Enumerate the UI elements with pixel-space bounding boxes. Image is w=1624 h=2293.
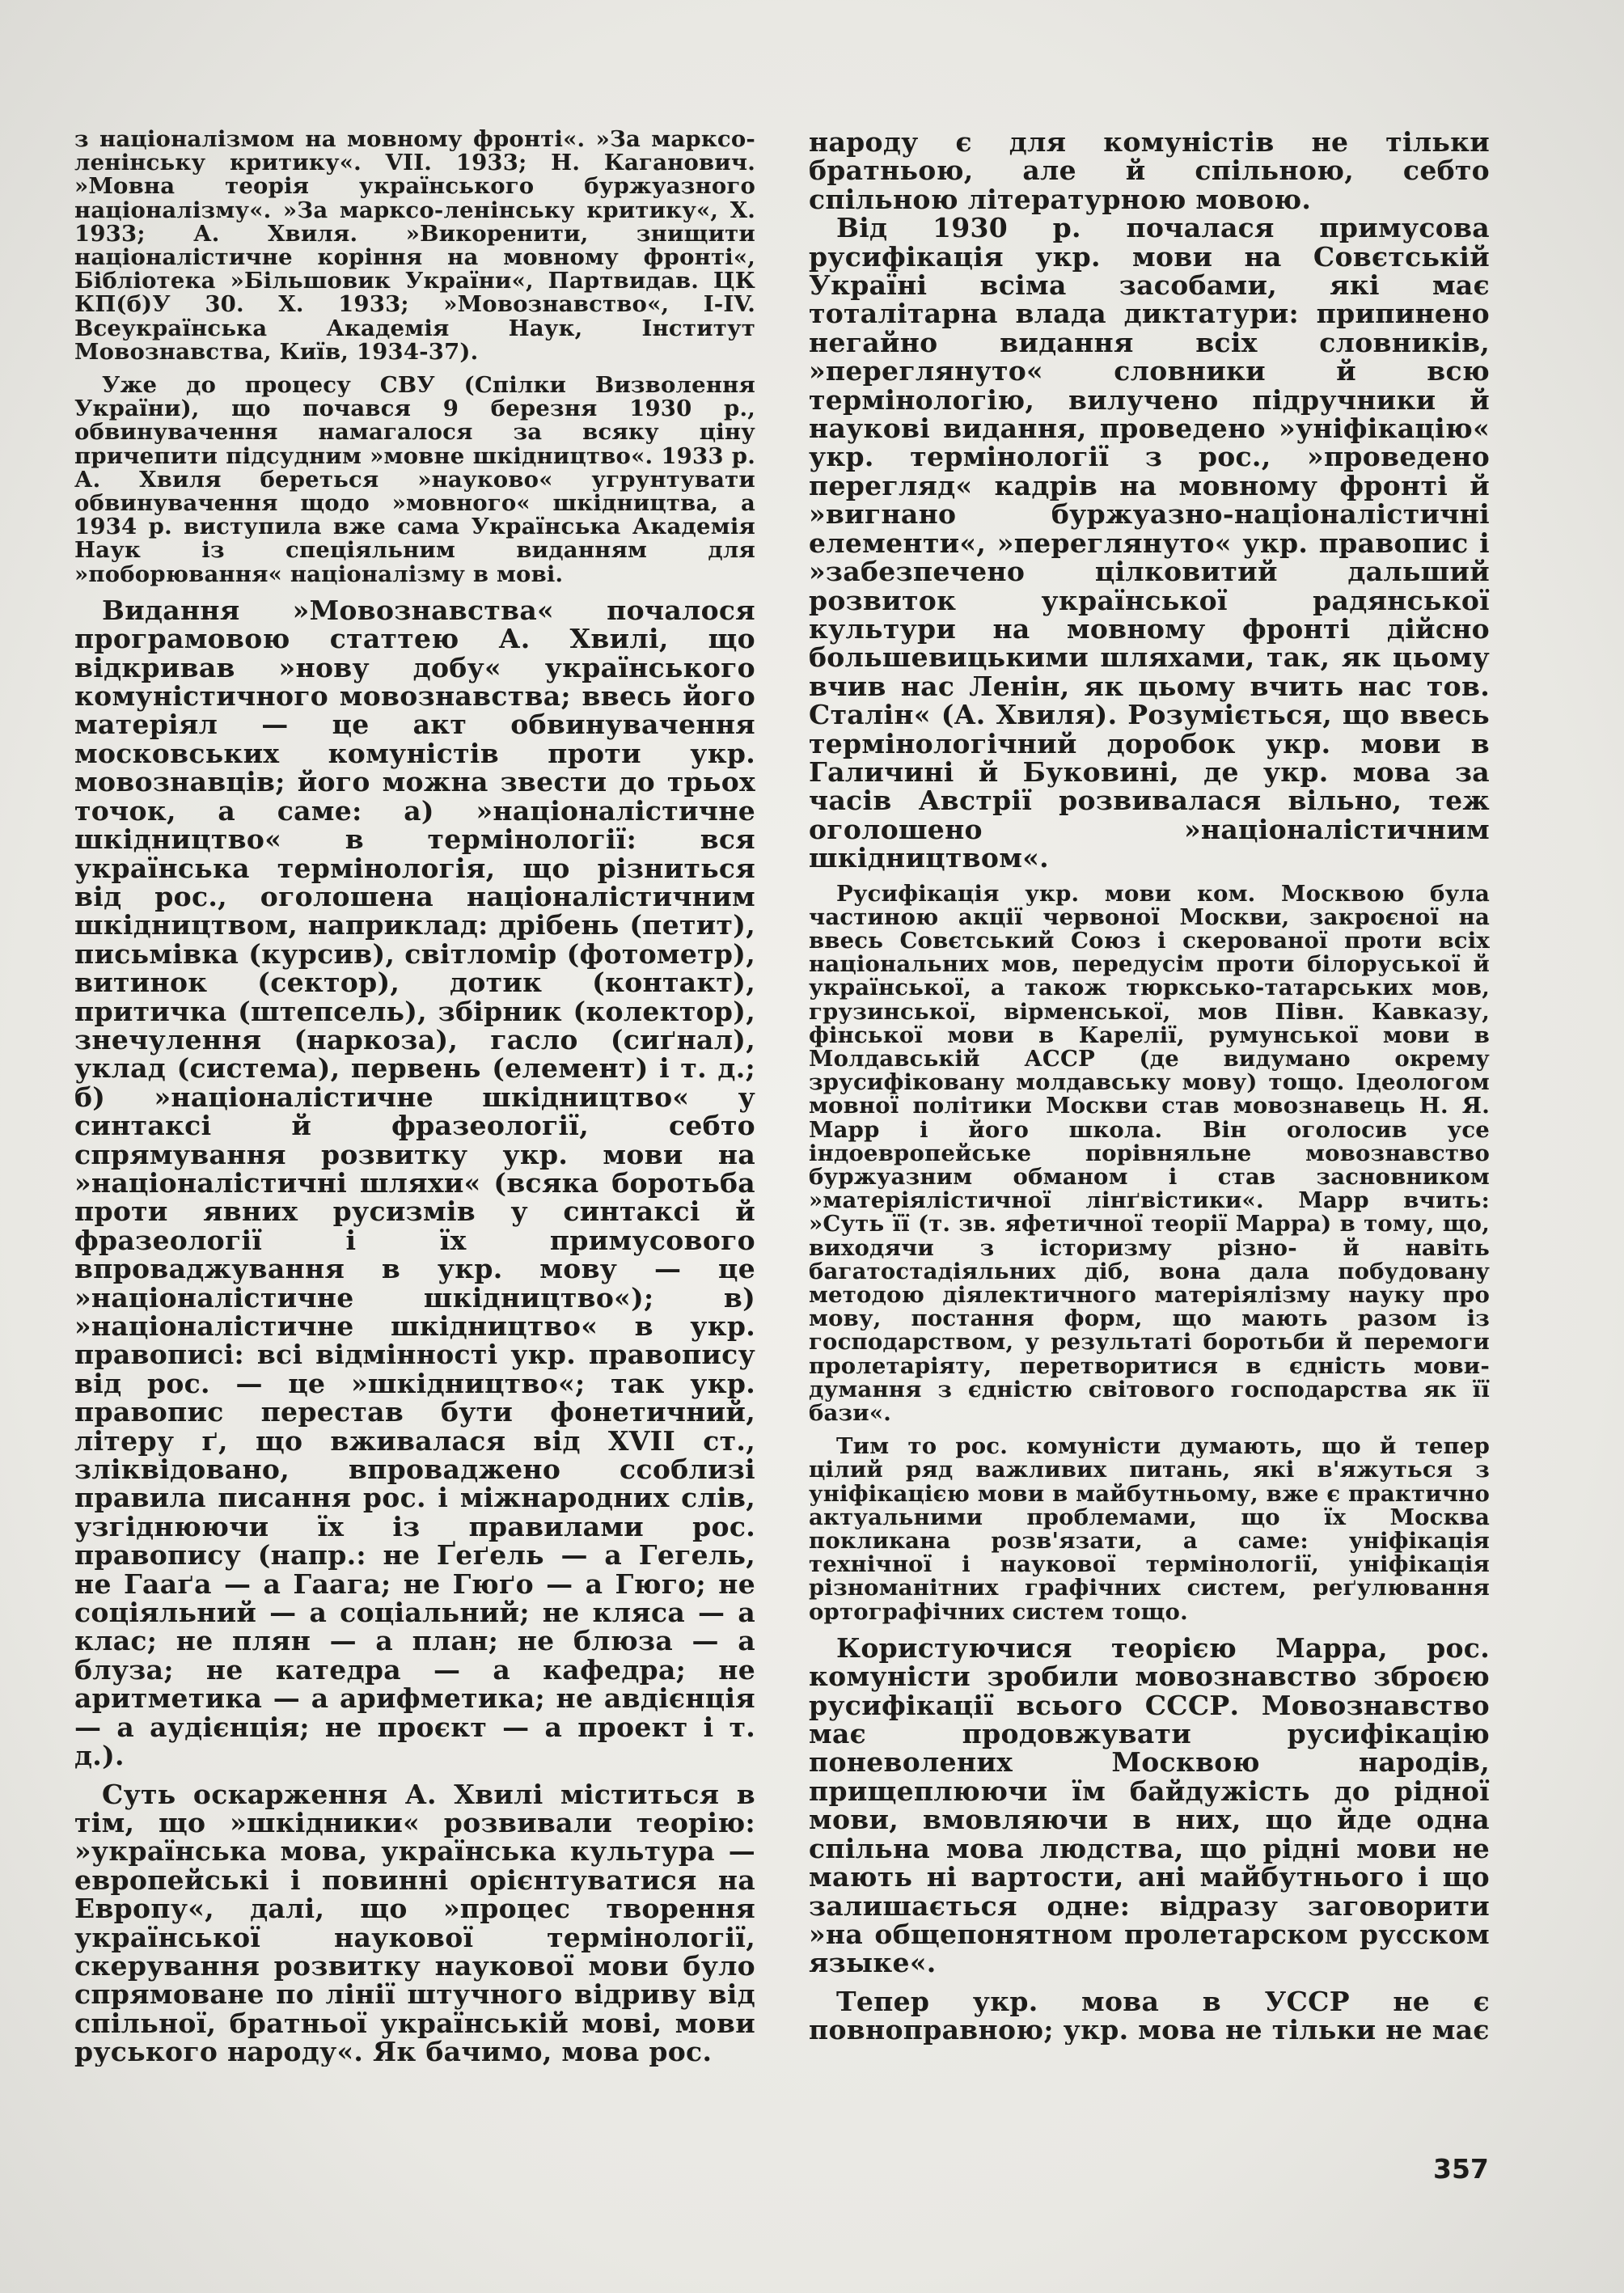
body-paragraph-5: Користуючися теорією Марра, рос. комуністи зробили мовознавство зброєю русифікації всього СССР. Мовознавство має продовжувати русифікацію поневолених Москвою народів, прищеплюючи їм байдужість до рідної мови, вмовляючи в них, що йде одна спільна мова людства, що рідні мови не мають ні вартости, ані майбутнього і що залишається одне: відразу заговорити »на общепонятном пролетарском русском языке«. <box>809 1631 1490 1979</box>
body-paragraph-3: народу є для комуністів не тільки братньою, але й спільною, себто спільною літературною мовою. <box>809 128 1490 215</box>
right-column <box>809 128 1490 2045</box>
footnote-paragraph-2: Уже до процесу СВУ (Спілки Визволення України), що почався 9 березня 1930 р., обвинувачення намагалося за всяку ціну причепити підсудним »мовне шкідництво«. 1933 р. А. Хвиля береться »науково« угрунтувати обвинувачення щодо »мовного« шкідництва, а 1934 р. виступила вже сама Українська Академія Наук із спеціяльним виданням для »поборювання« націоналізму в мові. <box>74 372 755 587</box>
left-column <box>74 128 755 2067</box>
footnote-paragraph-1: з націоналізмом на мовному фронті«. »За марксо-ленінську критику«. VII. 1933; Н. Каганович. »Мовна теорія українського буржуазного націоналізму«. »За марксо-ленінську критику«, X. 1933; А. Хвиля. »Викоренити, знищити націоналістичне коріння на мовному фронті«, Бібліотека »Більшовик України«, Партвидав. ЦК КП(б)У 30. X. 1933; »Мовознавство«, I-IV. Всеукраїнська Академія Наук, Інститут Мовознавства, Київ, 1934-37). <box>74 128 755 365</box>
body-paragraph-6: Тепер укр. мова в УССР не є повноправною; укр. мова не тільки не має <box>809 1985 1490 2045</box>
note-paragraph-2: Тим то рос. комуністи думають, що й тепер цілий ряд важливих питань, які в'яжуться з уніфікацією мови в майбутньому, вже є практично актуальними проблемами, що їх Москва покликана розв'язати, а саме: уніфікація технічної і наукової термінології, уніфікація різноманітних графічних систем, реґулювання ортографічних систем тощо. <box>809 1433 1490 1625</box>
body-paragraph-4: Від 1930 р. почалася примусова русифікація укр. мови на Совєтській Україні всіма засобами, які має тоталітарна влада диктатури: припинено негайно видання всіх словників, »переглянуто« словники й всю термінологію, вилучено підручники й наукові видання, проведено »уніфікацію« укр. термінології з рос., »проведено перегляд« кадрів на мовному фронті й »вигнано буржуазно-націоналістичні елементи«, »переглянуто« укр. правопис і »забезпечено цілковитий дальший розвиток української радянської культури на мовному фронті дійсно большевицькими шляхами, так, як цьому вчив нас Ленін, як цьому вчить нас тов. Сталін« (А. Хвиля). Розуміється, що ввесь термінологічний доробок укр. мови в Галичині й Буковині, де укр. мова за часів Австрії розвивалася вільно, теж оголошено »націоналістичним шкідництвом«. <box>809 212 1490 874</box>
note-paragraph-1: Русифікація укр. мови ком. Москвою була частиною акції червоної Москви, закроєної на ввесь Совєтський Союз і скерованої проти всіх національних мов, передусім проти білоруської й української, а також тюркcько-татарських мов, грузинської, вірменської, мов Півн. Кавказу, фінської мови в Карелії, румунської мови в Молдавській АССР (де видумано окрему зрусифіковану молдавську мову) тощо. Ідеологом мовної політики Москви став мовознавець Н. Я. Марр і його школа. Він оголосив усе індоевропейське порівняльне мовознавство буржуазним обманом і став засновником »матеріялістичної лінґвістики«. Марр вчить: »Суть її (т. зв. яфетичної теорії Марра) в тому, що, виходячи з історизму різно- й навіть багатостадіяльних діб, вона дала побудовану методою діялектичного матеріялізму науку про мову, постання форм, що мають разом із господарством, у результаті боротьби й перемоги пролетаріяту, перетворитися в єдність мови-думання з єдністю світового господарства як її бази«. <box>809 880 1490 1427</box>
page-number: 357 <box>1433 2153 1489 2185</box>
body-paragraph-2: Суть оскарження А. Хвилі міститься в тім, що »шкідники« розвивали теорію: »українська мова, українська культура — европейські і повинні орієнтуватися на Европу«, далі, що »процес творення української наукової термінології, скерування розвитку наукової мови було спрямоване по лінії штучного відриву від спільної, братньої українській мові, мови руського народу«. Як бачимо, мова рос. <box>74 1778 755 2067</box>
body-paragraph-1: Видання »Мовознавства« почалося програмовою статтею А. Хвилі, що відкривав »нову добу« українського комуністичного мовознавства; ввесь його матеріял — це акт обвинувачення московських комуністів проти укр. мовознавців; його можна звести до трьох точок, а саме: а) »націоналістичне шкідництво« в термінології: вся українська термінологія, що різниться від рос., оголошена націоналістичним шкідництвом, наприклад: дрібень (петит), письмівка (курсив), світломір (фотометр), витинок (сектор), дотик (контакт), притичка (штепсель), збірник (колектор), знечулення (наркоза), гасло (сиґнал), уклад (система), первень (елемент) і т. д.; б) »націоналістичне шкідництво« у синтаксі й фразеології, себто спрямування розвитку укр. мови на »націоналістичні шляхи« (всяка боротьба проти явних русизмів у синтаксі й фразеології і їх примусового впроваджування в укр. мову — це »націоналістичне шкідництво«); в) »націоналістичне шкідництво« в укр. правописі: всі відмінності укр. правопису від рос. — це »шкідництво«; так укр. правопис перестав бути фонетичний, літеру ґ, що вживалася від XVII ст., зліквідовано, впроваджено ссоблизі правила писання рос. і міжнародних слів, узгіднюючи їх із правилами рос. правопису (напр.: не Ґеґель — а Гегель, не Гааґа — а Гаага; не Гюґо — а Гюго; не соціяльний — а соціальний; не кляса — а клас; не плян — а план; не блюза — а блуза; не катедра — а кафедра; не аритметика — а арифметика; не авдієнція — а аудієнція; не проєкт — а проект і т. д.). <box>74 594 755 1772</box>
